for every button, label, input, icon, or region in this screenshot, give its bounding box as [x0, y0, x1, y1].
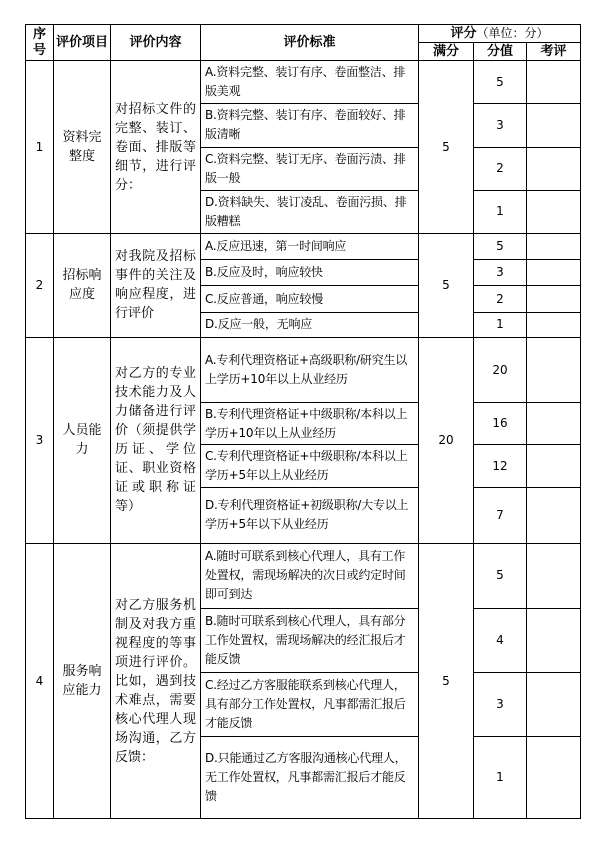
- header-item: 评价项目: [54, 25, 111, 61]
- criterion-points: 20: [474, 337, 527, 402]
- criterion-points: 7: [474, 487, 527, 543]
- criterion-text: B.专利代理资格证+中级职称/本科以上学历+10年以上从业经历: [201, 403, 419, 445]
- criterion-points: 1: [474, 737, 527, 819]
- row-content: 对招标文件的完整、装订、卷面、排版等细节，进行评分：: [111, 61, 201, 234]
- review-cell[interactable]: [527, 61, 581, 104]
- score-group-label: 评分: [450, 26, 477, 41]
- row-item: 服务响应能力: [54, 544, 111, 819]
- row-content: 对乙方的专业技术能力及人力储备进行评价（须提供学历证、学位证、职业资格证或职称证等）: [111, 337, 201, 543]
- criterion-text: C.专利代理资格证+中级职称/本科以上学历+5年以上从业经历: [201, 445, 419, 487]
- header-full: 满分: [419, 43, 474, 61]
- review-cell[interactable]: [527, 286, 581, 312]
- criterion-points: 5: [474, 234, 527, 260]
- criterion-text: A.随时可联系到核心代理人，具有工作处置权，需现场解决的次日或约定时间即可到达: [201, 544, 419, 608]
- criterion-points: 2: [474, 286, 527, 312]
- row-full-score: 5: [419, 234, 474, 338]
- review-cell[interactable]: [527, 672, 581, 736]
- criterion-text: C.经过乙方客服能联系到核心代理人，具有部分工作处置权，凡事都需汇报后才能反馈: [201, 672, 419, 736]
- criterion-text: A.专利代理资格证+高级职称/研究生以上学历+10年以上从业经历: [201, 337, 419, 402]
- criterion-text: D.专利代理资格证+初级职称/大专以上学历+5年以下从业经历: [201, 487, 419, 543]
- row-full-score: 20: [419, 337, 474, 543]
- review-cell[interactable]: [527, 487, 581, 543]
- review-cell[interactable]: [527, 312, 581, 337]
- header-review: 考评: [527, 43, 581, 61]
- review-cell[interactable]: [527, 104, 581, 147]
- score-unit-label: （单位：分）: [476, 26, 549, 40]
- review-cell[interactable]: [527, 260, 581, 286]
- header-seq: 序号: [26, 25, 54, 61]
- row-seq: 4: [26, 544, 54, 819]
- review-cell[interactable]: [527, 608, 581, 672]
- criterion-points: 1: [474, 312, 527, 337]
- header-standard: 评价标准: [201, 25, 419, 61]
- row-content: 对我院及招标事件的关注及响应程度，进行评价: [111, 234, 201, 338]
- review-cell[interactable]: [527, 544, 581, 608]
- row-full-score: 5: [419, 544, 474, 819]
- criterion-points: 5: [474, 61, 527, 104]
- criterion-points: 2: [474, 147, 527, 190]
- row-seq: 2: [26, 234, 54, 338]
- row-item: 资料完整度: [54, 61, 111, 234]
- criterion-text: A.反应迅速，第一时间响应: [201, 234, 419, 260]
- criterion-points: 5: [474, 544, 527, 608]
- criterion-points: 1: [474, 190, 527, 233]
- criterion-text: B.反应及时，响应较快: [201, 260, 419, 286]
- criterion-points: 3: [474, 104, 527, 147]
- row-item: 招标响应度: [54, 234, 111, 338]
- row-item: 人员能力: [54, 337, 111, 543]
- header-points: 分值: [474, 43, 527, 61]
- header-content: 评价内容: [111, 25, 201, 61]
- criterion-text: D.资料缺失、装订凌乱、卷面污损、排版糟糕: [201, 190, 419, 233]
- criterion-text: B.资料完整、装订有序、卷面较好、排版清晰: [201, 104, 419, 147]
- row-content: 对乙方服务机制及对我方重视程度的等事项进行评价。比如，遇到技术难点，需要核心代理人现场沟通，乙方反馈：: [111, 544, 201, 819]
- criterion-text: C.资料完整、装订无序、卷面污渍、排版一般: [201, 147, 419, 190]
- row-seq: 1: [26, 61, 54, 234]
- criterion-points: 3: [474, 672, 527, 736]
- review-cell[interactable]: [527, 190, 581, 233]
- criterion-text: A.资料完整、装订有序、卷面整洁、排版美观: [201, 61, 419, 104]
- criterion-points: 4: [474, 608, 527, 672]
- review-cell[interactable]: [527, 147, 581, 190]
- criterion-text: D.只能通过乙方客服沟通核心代理人，无工作处置权，凡事都需汇报后才能反馈: [201, 737, 419, 819]
- criterion-points: 16: [474, 403, 527, 445]
- criterion-text: C.反应普通，响应较慢: [201, 286, 419, 312]
- review-cell[interactable]: [527, 445, 581, 487]
- row-full-score: 5: [419, 61, 474, 234]
- criterion-points: 12: [474, 445, 527, 487]
- criterion-text: D.反应一般，无响应: [201, 312, 419, 337]
- row-seq: 3: [26, 337, 54, 543]
- review-cell[interactable]: [527, 234, 581, 260]
- review-cell[interactable]: [527, 337, 581, 402]
- criterion-points: 3: [474, 260, 527, 286]
- criterion-text: B.随时可联系到核心代理人，具有部分工作处置权，需现场解决的经汇报后才能反馈: [201, 608, 419, 672]
- evaluation-table: [25, 24, 581, 819]
- header-score-group: [419, 25, 581, 43]
- review-cell[interactable]: [527, 737, 581, 819]
- review-cell[interactable]: [527, 403, 581, 445]
